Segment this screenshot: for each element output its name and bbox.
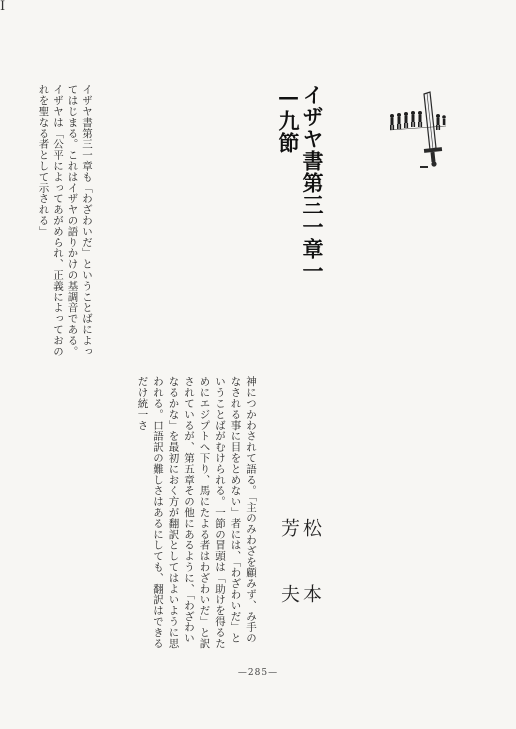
- body-text-lower: 神につかわされて語る。「主のみわざを顧みず、み手のなされる事に目をとめない」者には、「わざわいだ」ということばがむけられる。一節の冒頭は「助けを得るためにエジプトへ下り、馬にたよる者はわざわいだ」と訳されているが、第五章その他にあるように、「わざわいなるかな」を最初におく方が翻訳としてはよいように思われる。口語訳の難しさはあるにしても、翻訳はできるだけ統一さ: [136, 376, 257, 649]
- body-text-upper: イザヤ書第三一章も「わざわいだ」ということばによってはじまる。これはイザヤの語りかけの基調音である。イザヤは「公平によってあがめられ、正義によっておのれを聖なる者として示される」: [37, 84, 93, 357]
- page-number: —285—: [237, 668, 279, 678]
- sword-illustration: [386, 86, 452, 172]
- article-title: イザヤ書第三一章一—九節: [276, 84, 325, 282]
- author-name: 松 本 芳 夫: [278, 518, 322, 650]
- sword-procession-icon: [386, 86, 452, 176]
- section-number: I: [0, 0, 6, 14]
